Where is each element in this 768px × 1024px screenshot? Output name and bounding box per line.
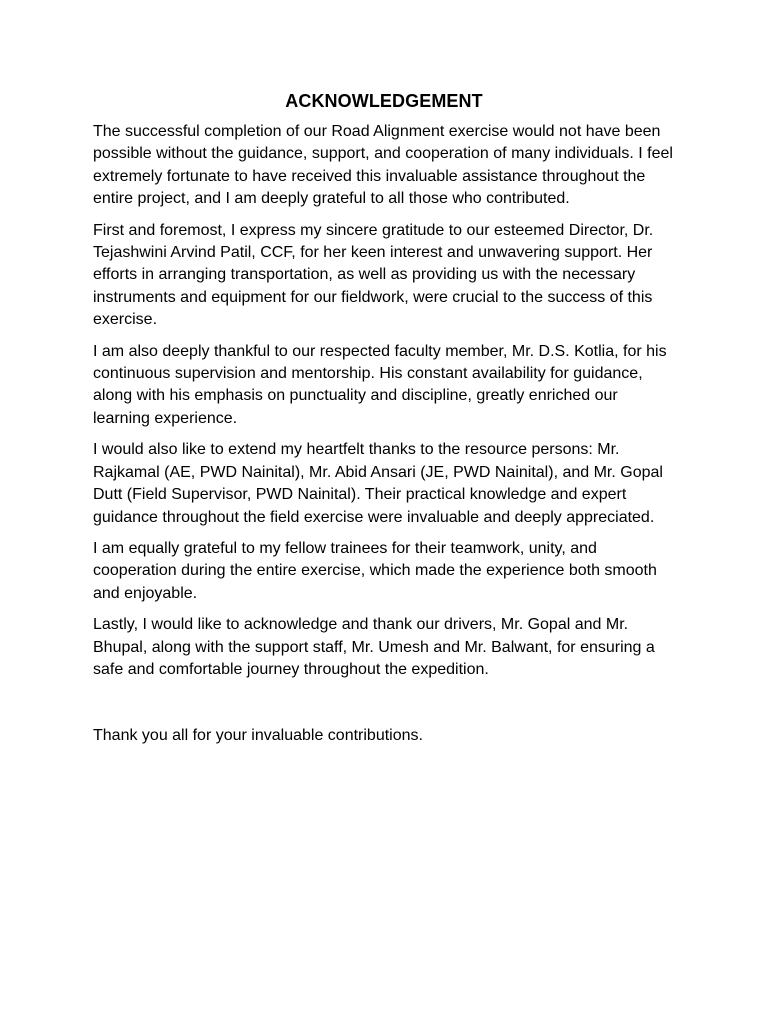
paragraph-director: First and foremost, I express my sincere gratitude to our esteemed Director, Dr. Tejashwini Arvind Patil, CCF, for her keen interest and unwavering support. Her efforts in arranging transportation, as well as providing us with the necessary instruments and equipment for our fieldwork, were crucial to the success of this exercise. xyxy=(93,221,654,329)
document-page xyxy=(93,88,675,764)
paragraph-introduction: The successful completion of our Road Alignment exercise would not have been possible without the guidance, support, and cooperation of many individuals. I feel extremely fortunate to have received this invaluable assistance throughout the entire project, and I am deeply grateful to all those who contributed. xyxy=(93,123,673,208)
paragraph-drivers-staff: Lastly, I would like to acknowledge and thank our drivers, Mr. Gopal and Mr. Bhupal, along with the support staff, Mr. Umesh and Mr. Balwant, for ensuring a safe and comfortable journey throughout the expedition. xyxy=(93,616,655,678)
paragraph-faculty: I am also deeply thankful to our respected faculty member, Mr. D.S. Kotlia, for his continuous supervision and mentorship. His constant availability for guidance, along with his emphasis on punctuality and discipline, greatly enriched our learning experience. xyxy=(93,342,667,427)
paragraph-trainees: I am equally grateful to my fellow trainees for their teamwork, unity, and cooperation during the entire exercise, which made the experience both smooth and enjoyable. xyxy=(93,539,657,602)
closing-line: Thank you all for your invaluable contributions. xyxy=(93,727,423,745)
document-title: ACKNOWLEDGEMENT xyxy=(285,91,483,111)
paragraph-resource-persons: I would also like to extend my heartfelt thanks to the resource persons: Mr. Rajkamal (AE, PWD Nainital), Mr. Abid Ansari (JE, PWD Nainital), and Mr. Gopal Dutt (Field Supervisor, PWD Nainital). Their practical knowledge and expert guidance throughout the field exercise were invaluable and deeply appreciated. xyxy=(93,441,663,526)
